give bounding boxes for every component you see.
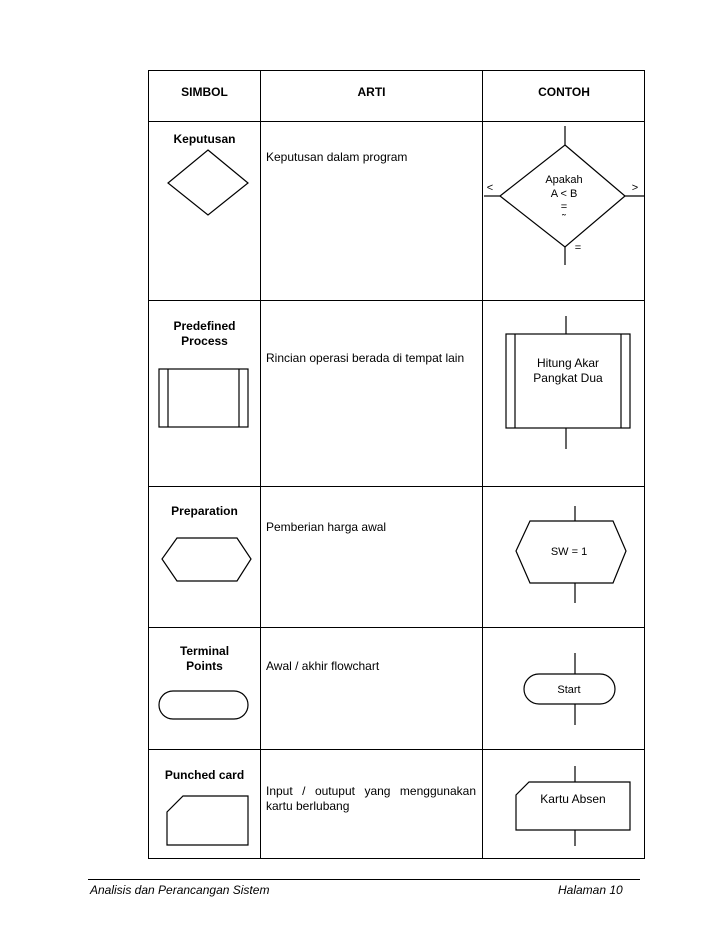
decision-bottom-label: = — [574, 242, 582, 254]
decision-example-line3: = — [560, 201, 568, 213]
decision-diamond-icon — [168, 150, 248, 215]
meaning-terminal: Awal / akhir flowchart — [266, 659, 380, 673]
symbol-name-line: Points — [186, 659, 223, 673]
header-meaning: ARTI — [357, 85, 386, 99]
symbol-name-decision: Keputusan — [173, 132, 236, 146]
predefined-process-icon — [159, 369, 248, 427]
terminal-icon — [159, 691, 248, 719]
symbol-name-line: Process — [181, 334, 228, 348]
preparation-hexagon-icon — [162, 538, 251, 581]
symbol-name-punched-card: Punched card — [164, 768, 245, 782]
meaning-decision: Keputusan dalam program — [266, 150, 408, 164]
predefined-example-line1: Hitung Akar — [536, 356, 600, 370]
punched-card-example-text: Kartu Absen — [540, 792, 606, 806]
symbol-name-line: Terminal — [179, 644, 230, 658]
punched-card-icon — [167, 796, 248, 845]
decision-example-line2: A < B — [550, 188, 578, 200]
symbol-name-line: Predefined — [173, 319, 236, 333]
meaning-punched-card: Input / outuput yang menggunakan kartu berlubang — [266, 784, 476, 813]
decision-example-line1: Apakah — [545, 174, 583, 186]
decision-right-label: > — [631, 182, 639, 194]
meaning-predefined-process: Rincian operasi berada di tempat lain — [266, 351, 465, 365]
predefined-example-line2: Pangkat Dua — [533, 371, 603, 385]
header-example: CONTOH — [538, 85, 590, 99]
footer-page-number: Halaman 10 — [558, 883, 623, 897]
footer-rule — [88, 879, 640, 880]
decision-left-label: < — [486, 182, 494, 194]
header-symbol: SIMBOL — [181, 85, 228, 99]
preparation-example-text: SW = 1 — [550, 546, 588, 558]
meaning-preparation: Pemberian harga awal — [266, 520, 387, 534]
terminal-example-text: Start — [557, 684, 581, 696]
footer-document-title: Analisis dan Perancangan Sistem — [90, 883, 270, 897]
punched-card-example — [516, 782, 630, 830]
symbol-name-preparation: Preparation — [171, 504, 238, 518]
decision-example-line4: ˜ — [562, 213, 566, 225]
